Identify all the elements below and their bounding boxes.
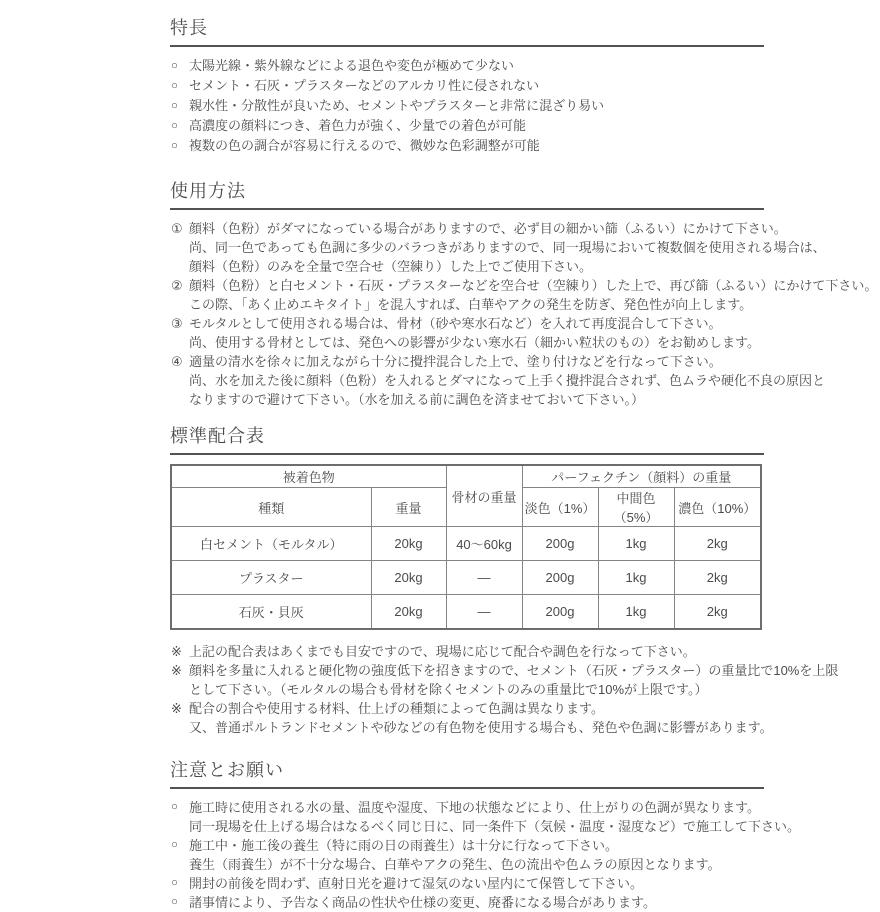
cautions-title: 注意とお願い <box>170 760 764 789</box>
reference-mark-icon: ※ <box>171 701 182 716</box>
features-list <box>170 56 764 156</box>
cell-aggregate: — <box>446 561 522 595</box>
usage-line: モルタルとして使用される場合は、骨材（砂や寒水石など）を入れて再度混合して下さい。 <box>189 316 722 331</box>
feature-item <box>170 116 764 136</box>
usage-step <box>170 219 826 276</box>
caution-line: 同一現場を仕上げる場合はなるべく同じ日に、同一条件下（気候・温度・湿度など）で施工して下さい。 <box>189 819 801 834</box>
cell-weight: 20kg <box>371 561 446 595</box>
section-usage <box>170 181 878 409</box>
caution-item <box>170 798 801 836</box>
circle-bullet-icon: ○ <box>171 120 178 132</box>
feature-item <box>170 96 764 116</box>
header-kind: 種類 <box>171 488 371 527</box>
circle-bullet-icon: ○ <box>171 801 178 813</box>
step-number-icon: ② <box>171 278 183 293</box>
header-middle: 中間色（5%） <box>598 488 674 527</box>
header-light: 淡色（1%） <box>522 488 598 527</box>
cell-light: 200g <box>522 595 598 630</box>
header-pigment-weight: パーフェクチン（顔料）の重量 <box>522 465 761 488</box>
usage-step <box>170 276 878 314</box>
usage-line: 顔料（色粉）と白セメント・石灰・プラスターなどを空合せ（空練り）した上で、再び篩（ふるい）にかけて下さい。 <box>189 278 878 293</box>
cell-middle: 1kg <box>598 527 674 561</box>
cell-dark: 2kg <box>674 561 761 595</box>
caution-item <box>170 893 764 912</box>
cell-middle: 1kg <box>598 561 674 595</box>
note-item <box>170 699 773 737</box>
usage-list <box>170 219 878 409</box>
circle-bullet-icon: ○ <box>171 896 178 908</box>
cell-middle: 1kg <box>598 595 674 630</box>
note-item <box>170 642 764 661</box>
step-number-icon: ① <box>171 221 183 236</box>
note-item <box>170 661 839 699</box>
header-aggregate-weight: 骨材の重量 <box>446 465 522 527</box>
feature-text: 複数の色の調合が容易に行えるので、微妙な色彩調整が可能 <box>189 138 540 153</box>
document-page <box>170 0 878 912</box>
feature-text: セメント・石灰・プラスターなどのアルカリ性に侵されない <box>189 78 540 93</box>
cautions-list <box>170 798 801 912</box>
section-features <box>170 18 764 156</box>
caution-line: 諸事情により、予告なく商品の性状や仕様の変更、廃番になる場合があります。 <box>189 895 656 910</box>
usage-line: 尚、水を加えた後に顔料（色粉）を入れるとダマになって上手く攪拌混合されず、色ムラや硬化不良の原因と <box>189 373 825 388</box>
cell-kind: 白セメント（モルタル） <box>171 527 371 561</box>
header-colored-object: 被着色物 <box>171 465 446 488</box>
usage-line: 尚、使用する骨材としては、発色への影響が少ない寒水石（細かい粒状のもの）をお勧めします。 <box>189 335 760 350</box>
mix-table-notes <box>170 642 839 737</box>
caution-line: 開封の前後を問わず、直射日光を避けて湿気のない屋内にて保管して下さい。 <box>189 876 643 891</box>
table-row <box>171 595 761 630</box>
features-title: 特長 <box>170 18 764 47</box>
circle-bullet-icon: ○ <box>171 140 178 152</box>
feature-text: 太陽光線・紫外線などによる退色や変色が極めて少ない <box>189 58 515 73</box>
note-line: として下さい。（モルタルの場合も骨材を除くセメントのみの重量比で10%が上限です。） <box>189 682 708 697</box>
note-line: 顔料を多量に入れると硬化物の強度低下を招きますので、セメント（石灰・プラスター）の重量比で10%を上限 <box>189 663 839 678</box>
mix-table <box>170 464 762 630</box>
cell-light: 200g <box>522 527 598 561</box>
circle-bullet-icon: ○ <box>171 100 178 112</box>
usage-line: 尚、同一色であっても色調に多少のバラつきがありますので、同一現場において複数個を使用される場合は、 <box>189 240 826 255</box>
reference-mark-icon: ※ <box>171 663 182 678</box>
feature-item <box>170 76 764 96</box>
caution-item <box>170 874 764 893</box>
cell-weight: 20kg <box>371 595 446 630</box>
usage-step <box>170 314 764 352</box>
caution-item <box>170 836 764 874</box>
cell-dark: 2kg <box>674 595 761 630</box>
table-row <box>171 527 761 561</box>
cell-weight: 20kg <box>371 527 446 561</box>
section-cautions <box>170 760 801 912</box>
reference-mark-icon: ※ <box>171 644 182 659</box>
feature-item <box>170 136 764 156</box>
feature-text: 高濃度の顔料につき、着色力が強く、少量での着色が可能 <box>189 118 526 133</box>
cell-aggregate: — <box>446 595 522 630</box>
cell-dark: 2kg <box>674 527 761 561</box>
note-line: 上記の配合表はあくまでも目安ですので、現場に応じて配合や調色を行なって下さい。 <box>189 644 696 659</box>
section-mix-table <box>170 426 839 737</box>
step-number-icon: ④ <box>171 354 183 369</box>
caution-line: 施工時に使用される水の量、温度や湿度、下地の状態などにより、仕上がりの色調が異なります。 <box>189 800 760 815</box>
usage-line: なりますので避けて下さい。（水を加える前に調色を済ませておいて下さい。） <box>189 392 645 407</box>
cell-kind: プラスター <box>171 561 371 595</box>
circle-bullet-icon: ○ <box>171 60 178 72</box>
cell-kind: 石灰・貝灰 <box>171 595 371 630</box>
mix-table-title: 標準配合表 <box>170 426 764 455</box>
header-weight: 重量 <box>371 488 446 527</box>
table-row <box>171 561 761 595</box>
usage-line: この際、「あく止めエキタイト」を混入すれば、白華やアクの発生を防ぎ、発色性が向上します。 <box>189 297 753 312</box>
cell-light: 200g <box>522 561 598 595</box>
note-line: 又、普通ポルトランドセメントや砂などの有色物を使用する場合も、発色や色調に影響があります。 <box>189 720 773 735</box>
circle-bullet-icon: ○ <box>171 877 178 889</box>
circle-bullet-icon: ○ <box>171 80 178 92</box>
usage-step <box>170 352 825 409</box>
note-line: 配合の割合や使用する材料、仕上げの種類によって色調は異なります。 <box>189 701 604 716</box>
feature-item <box>170 56 764 76</box>
usage-title: 使用方法 <box>170 181 764 210</box>
table-header-row <box>171 465 761 488</box>
usage-line: 顔料（色粉）のみを全量で空合せ（空練り）した上でご使用下さい。 <box>189 259 593 274</box>
feature-text: 親水性・分散性が良いため、セメントやプラスターと非常に混ざり易い <box>189 98 605 113</box>
usage-line: 顔料（色粉）がダマになっている場合がありますので、必ず目の細かい篩（ふるい）にかけて下さい。 <box>189 221 787 236</box>
step-number-icon: ③ <box>171 316 183 331</box>
circle-bullet-icon: ○ <box>171 839 178 851</box>
header-dark: 濃色（10%） <box>674 488 761 527</box>
cell-aggregate: 40〜60kg <box>446 527 522 561</box>
usage-line: 適量の清水を徐々に加えながら十分に攪拌混合した上で、塗り付けなどを行なって下さい。 <box>189 354 722 369</box>
caution-line: 養生（雨養生）が不十分な場合、白華やアクの発生、色の流出や色ムラの原因となります。 <box>189 857 721 872</box>
caution-line: 施工中・施工後の養生（特に雨の日の雨養生）は十分に行なって下さい。 <box>189 838 619 853</box>
